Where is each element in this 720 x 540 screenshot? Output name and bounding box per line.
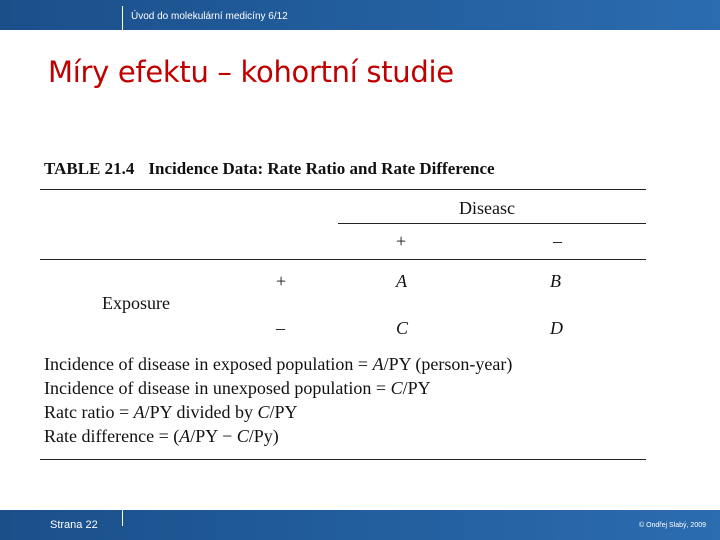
- exposure-negative-row: –: [276, 318, 285, 338]
- rule-bottom: [40, 459, 646, 460]
- page-number: Strana 22: [50, 519, 98, 531]
- cell-d: D: [550, 318, 563, 338]
- note-rate-ratio: Ratc ratio = A/PY divided by C/PY: [44, 402, 298, 422]
- incidence-table: [40, 155, 650, 465]
- table-caption-text: Incidence Data: Rate Ratio and Rate Difference: [148, 159, 495, 178]
- disease-positive-header: +: [396, 231, 407, 251]
- rule-columns: [40, 259, 646, 260]
- table-label: TABLE 21.4: [44, 159, 135, 178]
- note-exposed-incidence: Incidence of disease in exposed population = A/PY (person-year): [44, 354, 513, 374]
- cell-b: B: [550, 271, 561, 291]
- table-notes: [44, 352, 512, 448]
- footer-bar: [0, 510, 720, 540]
- exposure-label: Exposure: [102, 293, 170, 313]
- slide-title: Míry efektu – kohortní studie: [48, 55, 454, 89]
- table-caption: [44, 159, 495, 179]
- header-bar: [0, 0, 720, 30]
- header-divider: [122, 6, 123, 30]
- disease-header: Diseasc: [459, 198, 515, 218]
- note-unexposed-incidence: Incidence of disease in unexposed population = C/PY: [44, 378, 431, 398]
- exposure-positive-row: +: [276, 271, 287, 291]
- footer-divider: [122, 510, 123, 526]
- course-title: Úvod do molekulární medicíny 6/12: [131, 11, 288, 22]
- cell-c: C: [396, 318, 409, 338]
- copyright: © Ondřej Slabý, 2009: [638, 522, 706, 529]
- rule-top: [40, 189, 646, 190]
- cell-a: A: [396, 271, 407, 291]
- disease-negative-header: –: [553, 231, 562, 251]
- rule-disease: [338, 223, 646, 224]
- note-rate-difference: Rate difference = (A/PY − C/Py): [44, 426, 279, 446]
